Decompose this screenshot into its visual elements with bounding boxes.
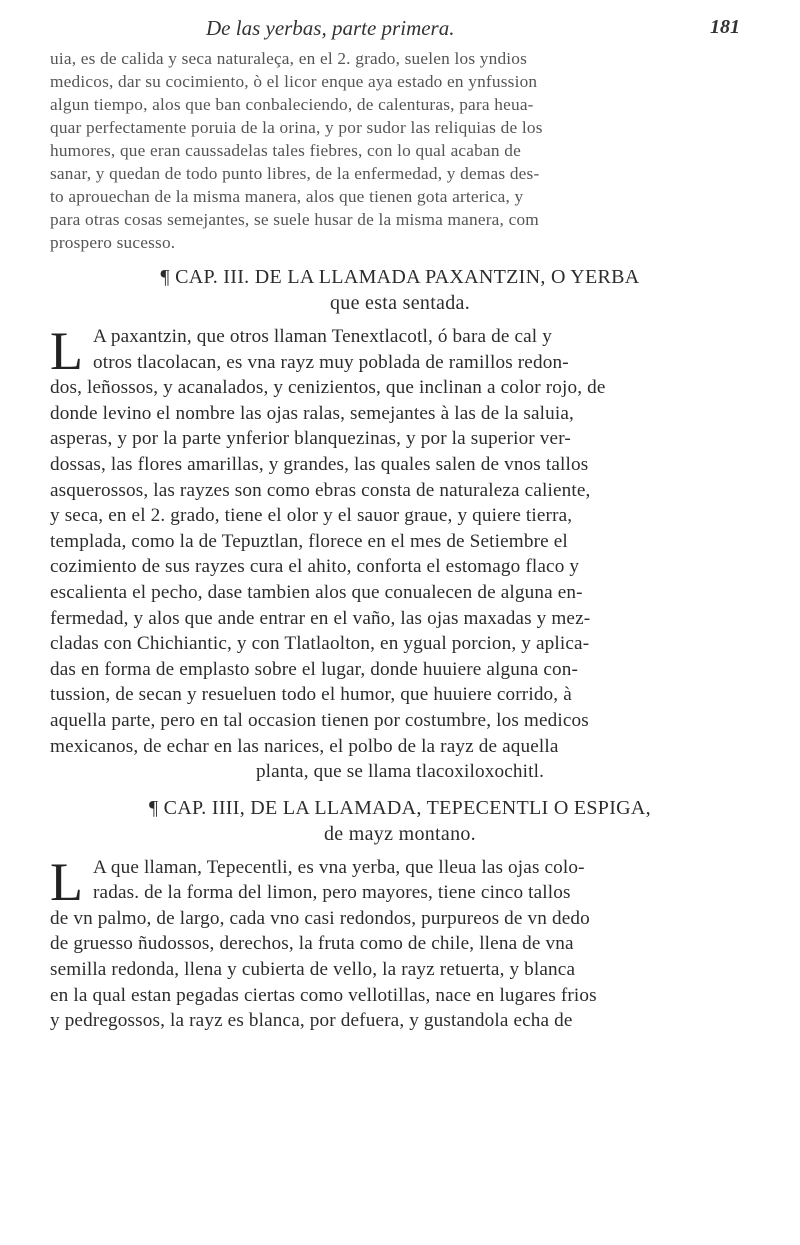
text-line-final: planta, que se llama tlacoxiloxochitl. xyxy=(255,761,545,783)
text-line: quar perfectamente poruia de la orina, y por sudor las reliquias de los xyxy=(50,118,543,137)
text-line: sanar, y quedan de todo punto libres, de la enfermedad, y demas des- xyxy=(50,164,540,183)
text-line: para otras cosas semejantes, se suele husar de la misma manera, com xyxy=(50,210,539,229)
text-line: aquella parte, pero en tal occasion tienen por costumbre, los medicos xyxy=(50,709,589,731)
running-title: De las yerbas, parte primera. xyxy=(206,16,455,40)
text-line: asquerossos, las rayzes son como ebras consta de naturaleza caliente, xyxy=(50,479,591,501)
text-line: otros tlacolacan, es vna rayz muy poblada de ramillos redon- xyxy=(93,351,569,373)
heading-line: ¶ CAP. III. DE LA LLAMADA PAXANTZIN, O YERBA xyxy=(160,266,640,288)
text-line: de gruesso ñudossos, derechos, la fruta como de chile, llena de vna xyxy=(50,933,574,955)
drop-cap: L xyxy=(50,321,83,381)
text-line: de vn palmo, de largo, cada vno casi redondos, purpureos de vn dedo xyxy=(50,907,590,929)
text-line: to aprouechan de la misma manera, alos que tienen gota arterica, y xyxy=(50,187,524,206)
text-line: asperas, y por la parte ynferior blanquezinas, y por la superior ver- xyxy=(50,428,571,450)
page-number: 181 xyxy=(710,16,740,38)
text-line: dos, leñossos, y acanalados, y cenizientos, que inclinan a color rojo, de xyxy=(50,377,606,399)
heading-line: ¶ CAP. IIII, DE LA LLAMADA, TEPECENTLI O ESPIGA, xyxy=(149,796,651,819)
text-line: mexicanos, de echar en las narices, el polbo de la rayz de aquella xyxy=(50,735,559,757)
text-line: uia, es de calida y seca naturaleça, en el 2. grado, suelen los yndios xyxy=(50,49,528,68)
heading-subline: que esta sentada. xyxy=(329,292,471,314)
chapter-4-text xyxy=(50,851,750,1034)
text-line: templada, como la de Tepuztlan, florece en el mes de Setiembre el xyxy=(50,530,568,552)
text-line: A que llaman, Tepecentli, es vna yerba, que lleua las ojas colo- xyxy=(93,856,585,878)
text-line: fermedad, y alos que ande entrar en el vaño, las ojas maxadas y mez- xyxy=(50,607,591,629)
text-line: y pedregossos, la rayz es blanca, por defuera, y gustandola echa de xyxy=(50,1010,573,1032)
text-line: dossas, las flores amarillas, y grandes, las quales salen de vnos tallos xyxy=(50,453,589,475)
drop-cap: L xyxy=(50,851,83,912)
text-line: radas. de la forma del limon, pero mayores, tiene cinco tallos xyxy=(93,882,571,904)
text-line: humores, que eran caussadelas tales fiebres, con lo qual acaban de xyxy=(50,141,521,160)
text-line: en la qual estan pegadas ciertas como vellotillas, nace en lugares frios xyxy=(50,984,597,1006)
chapter-3-text xyxy=(50,321,750,785)
text-line: y seca, en el 2. grado, tiene el olor y el sauor graue, y quiere tierra, xyxy=(50,505,573,527)
running-header xyxy=(68,16,740,46)
text-line: prospero sucesso. xyxy=(50,233,176,252)
text-line: medicos, dar su cocimiento, ò el licor enque aya estado en ynfussion xyxy=(50,72,538,91)
chapter-heading-3 xyxy=(50,264,750,316)
continued-paragraph xyxy=(50,47,750,254)
text-line: escalienta el pecho, dase tambien alos que conualecen de alguna en- xyxy=(50,581,583,603)
text-line: donde levino el nombre las ojas ralas, semejantes à las de la saluia, xyxy=(50,402,574,424)
text-line: algun tiempo, alos que ban conbaleciendo, de calenturas, para heua- xyxy=(50,95,534,114)
text-line: A paxantzin, que otros llaman Tenextlacotl, ó bara de cal y xyxy=(93,326,552,347)
text-line: tussion, de secan y resueluen todo el humor, que huuiere corrido, à xyxy=(50,684,572,706)
text-line: das en forma de emplasto sobre el lugar, donde huuiere alguna con- xyxy=(50,658,579,680)
page-body xyxy=(50,47,750,1034)
chapter-heading-4 xyxy=(50,795,750,847)
heading-subline: de mayz montano. xyxy=(324,822,476,845)
text-line: cozimiento de sus rayzes cura el ahito, conforta el estomago flaco y xyxy=(50,556,580,578)
text-line: semilla redonda, llena y cubierta de vello, la rayz retuerta, y blanca xyxy=(50,959,576,981)
text-line: cladas con Chichiantic, y con Tlatlaolton, en ygual porcion, y aplica- xyxy=(50,633,590,655)
